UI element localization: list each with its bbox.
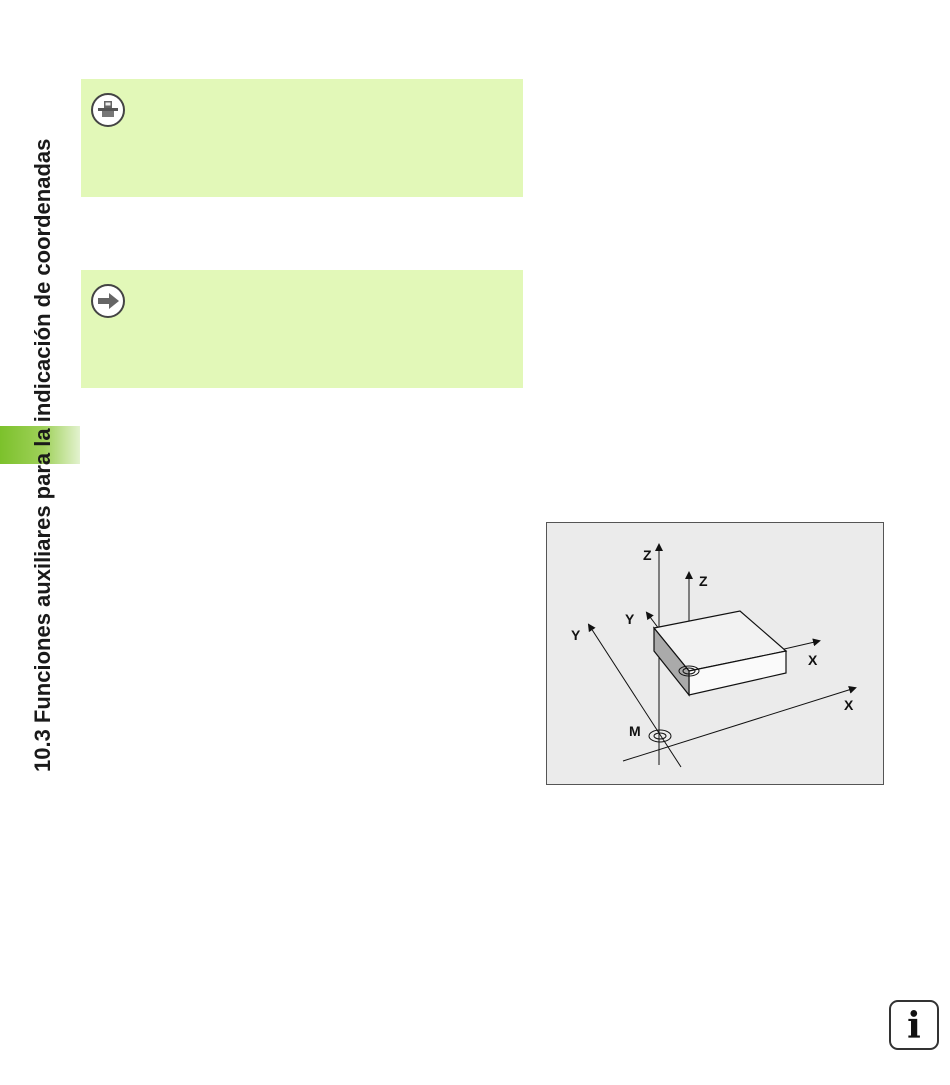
- machine-note-box: [81, 79, 523, 197]
- coordinate-systems-figure: [546, 522, 884, 785]
- x-workpiece-axis-label: X: [808, 652, 818, 668]
- y-machine-axis-label: Y: [571, 627, 581, 643]
- info-icon: [889, 1000, 939, 1050]
- arrow-right-icon: [91, 284, 125, 318]
- info-glyph: i: [907, 1005, 921, 1047]
- x-machine-axis-label: X: [844, 697, 854, 713]
- coordinate-diagram: [547, 523, 885, 786]
- z-workpiece-axis-label: Z: [699, 573, 708, 589]
- machine-origin-label: M: [629, 723, 641, 739]
- info-note-box: [81, 270, 523, 388]
- y-workpiece-axis-label: Y: [625, 611, 635, 627]
- z-machine-axis-label: Z: [643, 547, 652, 563]
- chapter-side-title: 10.3 Funciones auxiliares para la indicación de coordenadas: [30, 138, 55, 772]
- machine-icon: [91, 93, 125, 127]
